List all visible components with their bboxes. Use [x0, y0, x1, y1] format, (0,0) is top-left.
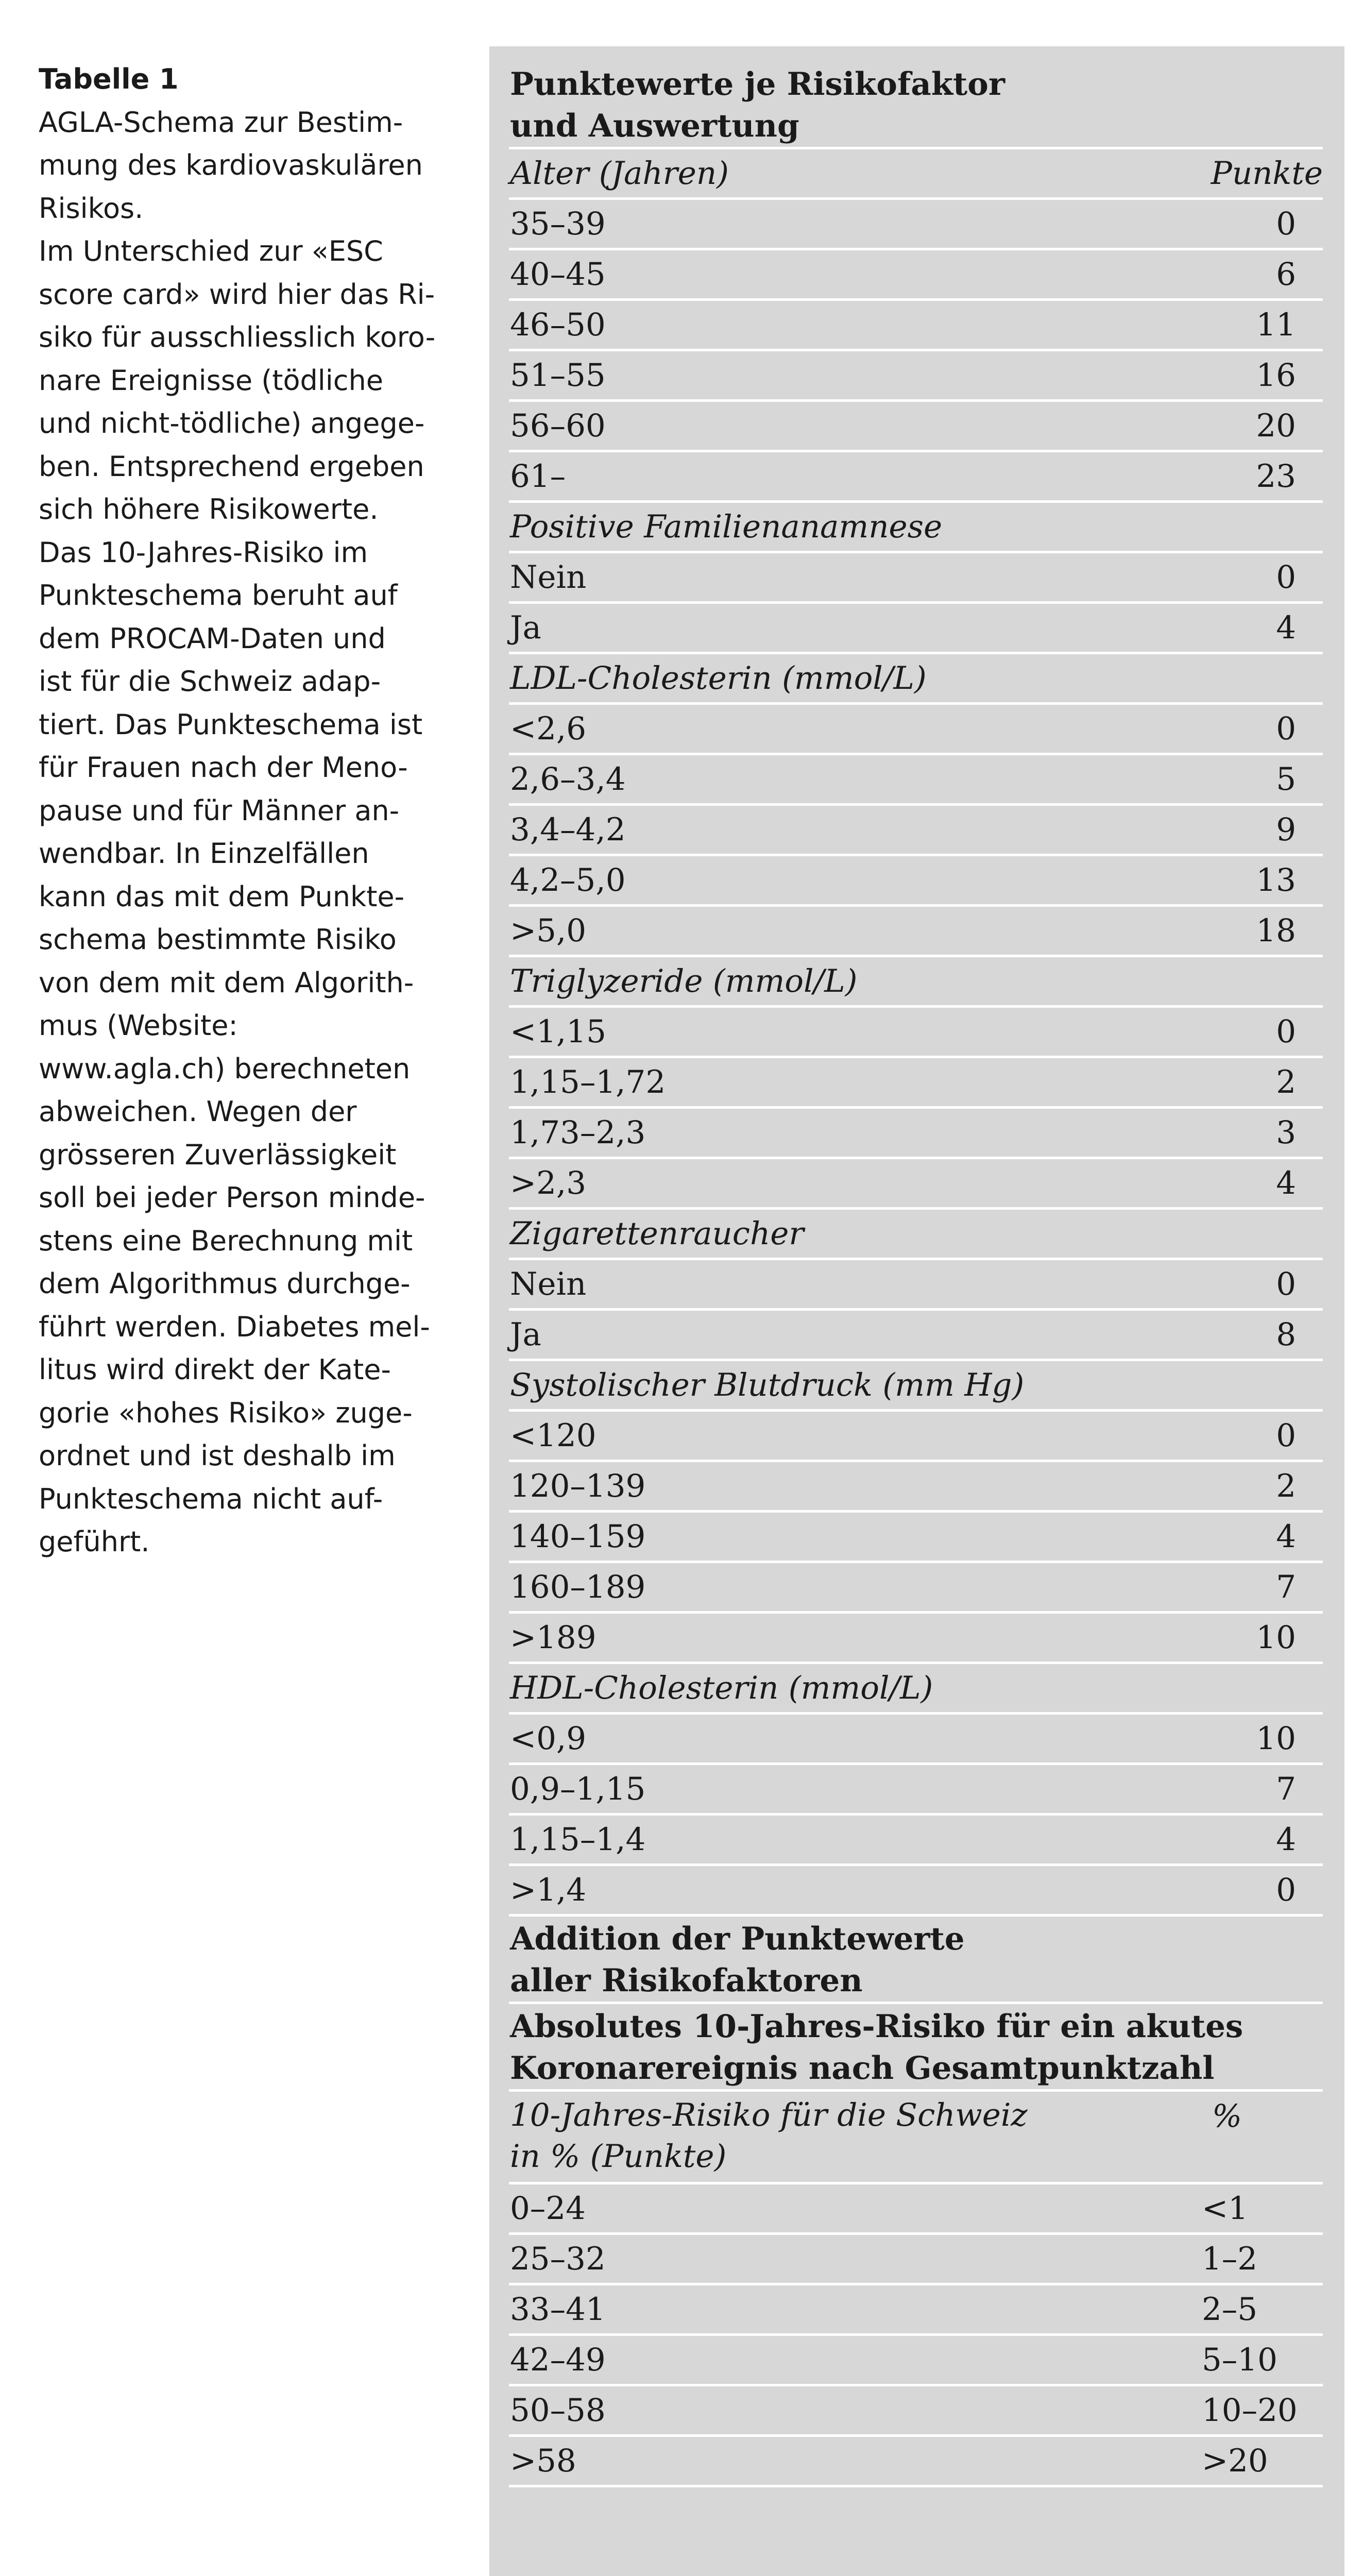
addition-line-2: aller Risikofaktoren — [510, 1962, 863, 1999]
section-header — [509, 503, 1323, 553]
caption-line: siko für ausschliesslich koro- — [39, 321, 436, 353]
caption-text — [39, 101, 436, 1564]
row-label: 1,15–1,72 — [510, 1063, 666, 1100]
risk-points-range: 0–24 — [510, 2190, 586, 2227]
row-label: 2,6–3,4 — [510, 760, 626, 798]
table-row — [509, 553, 1323, 604]
caption-line: ben. Entsprechend ergeben — [39, 450, 424, 483]
table-row — [509, 806, 1323, 856]
risk-row — [509, 2386, 1323, 2437]
risk-table-panel — [489, 46, 1344, 2576]
caption-line: kann das mit dem Punkte- — [39, 880, 405, 913]
row-label: 120–139 — [510, 1467, 646, 1504]
caption-line: grösseren Zuverlässigkeit — [39, 1138, 397, 1171]
table-title-line-2: und Auswertung — [510, 107, 799, 144]
table-row — [509, 604, 1323, 654]
row-points: 9 — [1276, 811, 1296, 848]
table-row — [509, 755, 1323, 806]
section-header — [509, 654, 1323, 705]
caption-line: sich höhere Risikowerte. — [39, 493, 379, 526]
row-label: 35–39 — [510, 205, 606, 242]
caption-line: dem Algorithmus durchge- — [39, 1267, 411, 1300]
risk-points-range: 42–49 — [510, 2341, 606, 2378]
caption-line: mung des kardiovaskulären — [39, 149, 423, 181]
row-points: 7 — [1276, 1568, 1296, 1605]
caption-line: wendbar. In Einzelfällen — [39, 837, 369, 870]
table-row — [509, 856, 1323, 907]
row-label: <0,9 — [510, 1720, 587, 1757]
section-header — [509, 1664, 1323, 1715]
section-header — [509, 1210, 1323, 1260]
risk-header-line-2: in % (Punkte) — [510, 2138, 727, 2175]
table-row — [509, 1513, 1323, 1563]
table-row — [509, 1866, 1323, 1917]
row-label: 61– — [510, 457, 566, 495]
row-label: Nein — [510, 1265, 587, 1302]
row-label: <1,15 — [510, 1013, 606, 1050]
section-label: Alter (Jahren) — [510, 155, 729, 192]
table-caption — [39, 58, 436, 1564]
caption-line: litus wird direkt der Kate- — [39, 1353, 391, 1386]
risk-row — [509, 2285, 1323, 2336]
section-label: Triglyzeride (mmol/L) — [510, 962, 858, 999]
table-row — [509, 1311, 1323, 1361]
risk-points-range: >58 — [510, 2442, 576, 2479]
risk-header-line-1: 10-Jahres-Risiko für die Schweiz — [510, 2097, 1028, 2133]
section-header — [509, 957, 1323, 1008]
table-row — [509, 1563, 1323, 1614]
row-points: 0 — [1276, 1871, 1296, 1908]
risk-points-range: 33–41 — [510, 2291, 606, 2328]
row-points: 4 — [1276, 1821, 1296, 1858]
caption-line: ist für die Schweiz adap- — [39, 665, 381, 698]
table-row — [509, 1260, 1323, 1311]
row-points: 2 — [1276, 1063, 1296, 1100]
risk-rows — [509, 2184, 1323, 2487]
row-label: >2,3 — [510, 1164, 587, 1201]
table-row — [509, 402, 1323, 452]
risk-row — [509, 2235, 1323, 2285]
caption-line: tiert. Das Punkteschema ist — [39, 708, 423, 741]
section-label: LDL-Cholesterin (mmol/L) — [510, 659, 927, 697]
table-row — [509, 452, 1323, 503]
row-label: 51–55 — [510, 357, 606, 394]
section-header — [509, 1361, 1323, 1412]
row-points: 2 — [1276, 1467, 1296, 1504]
caption-title: Tabelle 1 — [39, 63, 179, 95]
row-label: 140–159 — [510, 1518, 646, 1555]
caption-line: AGLA-Schema zur Bestim- — [39, 106, 403, 139]
row-points: 0 — [1276, 1265, 1296, 1302]
row-points: 6 — [1276, 256, 1296, 293]
risk-percent: <1 — [1202, 2190, 1248, 2227]
row-points: 3 — [1276, 1114, 1296, 1151]
row-points: 18 — [1256, 912, 1296, 949]
table-title-line-1: Punktewerte je Risikofaktor — [510, 66, 1005, 103]
risk-percent: 5–10 — [1202, 2341, 1277, 2378]
addition-line-1: Addition der Punktewerte — [510, 1921, 965, 1957]
risk-percent: >20 — [1202, 2442, 1268, 2479]
points-column-header: Punkte — [1211, 155, 1323, 192]
row-points: 7 — [1276, 1770, 1296, 1807]
table-title-row — [509, 62, 1323, 149]
risk-points-range: 25–32 — [510, 2240, 606, 2277]
row-points: 16 — [1256, 357, 1296, 394]
risk-points-range: 50–58 — [510, 2392, 606, 2429]
table-row — [509, 301, 1323, 351]
table-row — [509, 1462, 1323, 1513]
risk-header-label — [510, 2095, 1202, 2177]
row-label: >189 — [510, 1619, 597, 1656]
row-label: 160–189 — [510, 1568, 646, 1605]
table-row — [509, 1765, 1323, 1816]
caption-line: ordnet und ist deshalb im — [39, 1439, 396, 1472]
risk-row — [509, 2336, 1323, 2386]
table-row — [509, 1412, 1323, 1462]
risk-percent: 2–5 — [1202, 2291, 1258, 2328]
row-points: 23 — [1256, 457, 1296, 495]
row-label: 1,15–1,4 — [510, 1821, 646, 1858]
risk-row — [509, 2437, 1323, 2487]
risk-unit-header: % — [1212, 2098, 1242, 2134]
row-points: 4 — [1276, 609, 1296, 646]
caption-line: pause und für Männer an- — [39, 794, 400, 827]
caption-line: score card» wird hier das Ri- — [39, 278, 435, 311]
addition-row — [509, 1917, 1323, 2004]
caption-line: geführt. — [39, 1526, 150, 1558]
row-label: >5,0 — [510, 912, 587, 949]
risk-header-row — [509, 2092, 1323, 2184]
caption-line: Risikos. — [39, 192, 144, 225]
row-label: 56–60 — [510, 407, 606, 444]
table-row — [509, 1614, 1323, 1664]
table-row — [509, 250, 1323, 301]
row-points: 0 — [1276, 710, 1296, 747]
absolute-risk-heading — [509, 2004, 1323, 2092]
row-points: 10 — [1256, 1720, 1296, 1757]
row-label: 40–45 — [510, 256, 606, 293]
row-points: 0 — [1276, 558, 1296, 596]
caption-line: von dem mit dem Algorith- — [39, 966, 414, 999]
table-row — [509, 351, 1323, 402]
absolute-line-1: Absolutes 10-Jahres-Risiko für ein akutes — [510, 2008, 1243, 2045]
row-label: >1,4 — [510, 1871, 587, 1908]
caption-line: Punkteschema beruht auf — [39, 579, 398, 612]
row-label: Nein — [510, 558, 587, 596]
caption-line: führt werden. Diabetes mel- — [39, 1310, 430, 1343]
caption-line: schema bestimmte Risiko — [39, 923, 397, 956]
section-header — [509, 149, 1323, 200]
row-points: 0 — [1276, 205, 1296, 242]
section-label: HDL-Cholesterin (mmol/L) — [510, 1669, 933, 1706]
section-label: Systolischer Blutdruck (mm Hg) — [510, 1366, 1025, 1403]
caption-line: mus (Website: — [39, 1009, 238, 1042]
caption-line: Im Unterschied zur «ESC — [39, 235, 383, 267]
row-label: Ja — [510, 609, 541, 646]
row-points: 4 — [1276, 1518, 1296, 1555]
row-label: 4,2–5,0 — [510, 861, 626, 899]
row-label: <120 — [510, 1417, 597, 1454]
caption-line: gorie «hohes Risiko» zuge- — [39, 1396, 413, 1429]
row-points: 13 — [1256, 861, 1296, 899]
risk-percent: 10–20 — [1202, 2392, 1298, 2429]
caption-line: stens eine Berechnung mit — [39, 1224, 413, 1257]
table-row — [509, 1159, 1323, 1210]
caption-line: dem PROCAM-Daten und — [39, 622, 386, 655]
table-row — [509, 1816, 1323, 1866]
caption-line: nare Ereignisse (tödliche — [39, 364, 383, 397]
row-points: 5 — [1276, 760, 1296, 798]
table-row — [509, 1109, 1323, 1159]
risk-row — [509, 2184, 1323, 2235]
table-row — [509, 1058, 1323, 1109]
row-points: 8 — [1276, 1316, 1296, 1353]
caption-line: soll bei jeder Person minde- — [39, 1181, 425, 1214]
caption-line: abweichen. Wegen der — [39, 1095, 357, 1128]
section-label: Zigarettenraucher — [510, 1215, 804, 1252]
row-label: Ja — [510, 1316, 541, 1353]
row-points: 10 — [1256, 1619, 1296, 1656]
row-points: 11 — [1256, 306, 1296, 343]
table-row — [509, 1008, 1323, 1058]
risk-table — [509, 62, 1323, 2487]
row-points: 0 — [1276, 1013, 1296, 1050]
row-label: 46–50 — [510, 306, 606, 343]
row-points: 4 — [1276, 1164, 1296, 1201]
table-sections — [509, 149, 1323, 1917]
caption-line: Punkteschema nicht auf- — [39, 1482, 383, 1515]
risk-percent: 1–2 — [1202, 2240, 1258, 2277]
caption-line: und nicht-tödliche) angege- — [39, 407, 425, 439]
caption-line: für Frauen nach der Meno- — [39, 751, 408, 784]
row-points: 20 — [1256, 407, 1296, 444]
table-row — [509, 907, 1323, 957]
table-row — [509, 200, 1323, 250]
row-label: 0,9–1,15 — [510, 1770, 646, 1807]
absolute-line-2: Koronarereignis nach Gesamtpunktzahl — [510, 2049, 1215, 2087]
caption-line: Das 10-Jahres-Risiko im — [39, 536, 368, 569]
caption-line: www.agla.ch) berechneten — [39, 1052, 411, 1085]
row-label: 3,4–4,2 — [510, 811, 626, 848]
table-row — [509, 1715, 1323, 1765]
row-label: <2,6 — [510, 710, 587, 747]
row-label: 1,73–2,3 — [510, 1114, 646, 1151]
table-row — [509, 705, 1323, 755]
section-label: Positive Familienanamnese — [510, 508, 943, 545]
row-points: 0 — [1276, 1417, 1296, 1454]
